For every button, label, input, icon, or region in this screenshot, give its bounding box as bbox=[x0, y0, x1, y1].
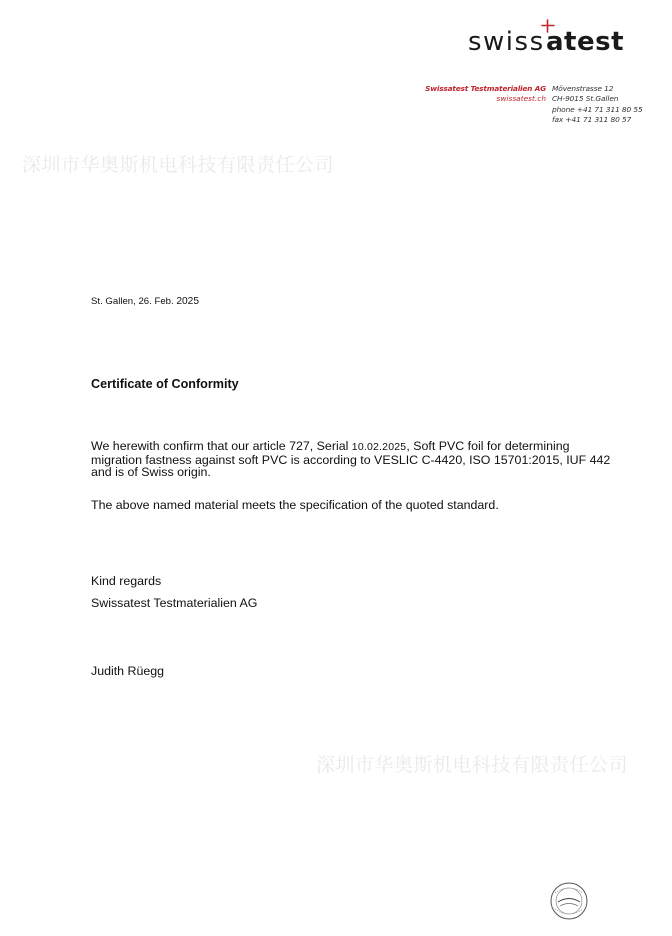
watermark-top: 深圳市华奥斯机电科技有限责任公司 bbox=[22, 154, 335, 176]
contact-street: Mövenstrasse 12 bbox=[552, 84, 614, 93]
document-title: Certificate of Conformity bbox=[91, 377, 239, 391]
company-seal-icon bbox=[549, 881, 589, 921]
sender-block bbox=[420, 84, 546, 104]
contact-phone: phone +41 71 311 80 55 bbox=[552, 104, 643, 114]
swissatest-logo bbox=[466, 14, 636, 58]
closing-company: Swissatest Testmaterialien AG bbox=[91, 596, 258, 610]
confirmation-paragraph bbox=[91, 440, 611, 479]
contact-fax: fax +41 71 311 80 57 bbox=[552, 115, 632, 125]
logo-text-swiss: swiss bbox=[468, 27, 545, 57]
serial-number: 10.02.2025 bbox=[351, 441, 407, 453]
confirmation-text-end: , Soft PVC foil for determining migration fastness against soft PVC is according to VESLIC C-4420, ISO 15701:2015, IUF 442 and is of Swiss origin. bbox=[91, 439, 611, 480]
confirmation-text-start: We herewith confirm that our article 727, Serial bbox=[91, 439, 352, 453]
specification-paragraph: The above named material meets the specification of the quoted standard. bbox=[91, 498, 499, 512]
watermark-bottom: 深圳市华奥斯机电科技有限责任公司 bbox=[316, 754, 629, 776]
sender-company-name: Swissatest Testmaterialien AG bbox=[425, 84, 546, 93]
sender-website: swissatest.ch bbox=[496, 94, 546, 103]
date-place: St. Gallen, 26. Feb. bbox=[91, 296, 174, 307]
closing-block bbox=[91, 570, 257, 614]
contact-block bbox=[552, 84, 662, 126]
closing-greeting: Kind regards bbox=[91, 574, 162, 588]
logo-text-atest: atest bbox=[546, 27, 625, 57]
date-year: 2025 bbox=[176, 296, 200, 307]
date-line bbox=[91, 296, 199, 307]
signatory-name: Judith Rüegg bbox=[91, 664, 165, 678]
contact-city: CH-9015 St.Gallen bbox=[552, 94, 619, 104]
